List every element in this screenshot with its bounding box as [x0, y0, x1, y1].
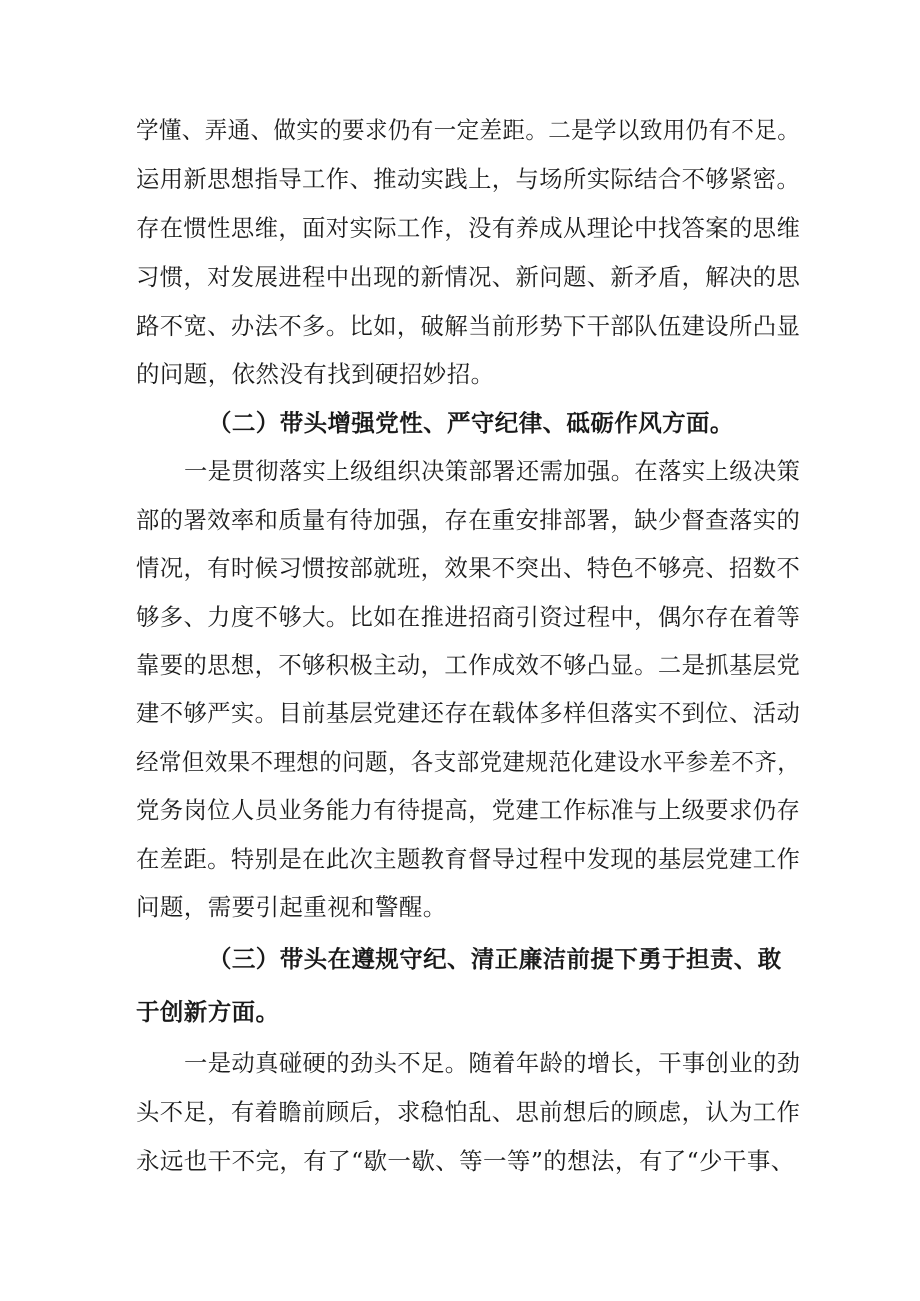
- text-line: 的问题，依然没有找到硬招妙招。: [136, 360, 495, 388]
- text-line: 建不够严实。目前基层党建还存在载体多样但落实不到位、活动: [136, 699, 801, 727]
- text-line: 问题，需要引起重视和警醒。: [136, 893, 447, 921]
- text-line: 学懂、弄通、做实的要求仍有一定差距。二是学以致用仍有不足。: [136, 116, 801, 144]
- text-line: 运用新思想指导工作、推动实践上，与场所实际结合不够紧密。: [136, 165, 801, 193]
- text-line: 在差距。特别是在此次主题教育督导过程中发现的基层党建工作: [136, 845, 801, 873]
- text-line: 一是贯彻落实上级组织决策部署还需加强。在落实上级决策: [184, 457, 801, 485]
- text-line: 一是动真碰硬的劲头不足。随着年龄的增长，干事创业的劲: [184, 1049, 801, 1077]
- text-line: 存在惯性思维，面对实际工作，没有养成从理论中找答案的思维: [136, 214, 801, 242]
- section-heading: 于创新方面。: [136, 998, 280, 1026]
- text-line: 习惯，对发展进程中出现的新情况、新问题、新矛盾，解决的思: [136, 263, 801, 291]
- section-heading: （二）带头增强党性、严守纪律、砥砺作风方面。: [208, 409, 734, 437]
- text-line: 部的署效率和质量有待加强，存在重安排部署，缺少督查落实的: [136, 506, 801, 534]
- text-line: 党务岗位人员业务能力有待提高，党建工作标准与上级要求仍存: [136, 796, 801, 824]
- text-line: 永远也干不完，有了“歇一歇、等一等”的想法，有了“少干事、: [136, 1147, 795, 1175]
- text-line: 路不宽、办法不多。比如，破解当前形势下干部队伍建设所凸显: [136, 312, 801, 340]
- text-line: 靠要的思想，不够积极主动，工作成效不够凸显。二是抓基层党: [136, 651, 801, 679]
- section-heading: （三）带头在遵规守纪、清正廉洁前提下勇于担责、敢: [208, 945, 782, 973]
- text-line: 头不足，有着瞻前顾后，求稳怕乱、思前想后的顾虑，认为工作: [136, 1098, 801, 1126]
- text-line: 够多、力度不够大。比如在推进招商引资过程中，偶尔存在着等: [136, 603, 801, 631]
- text-line: 情况，有时候习惯按部就班，效果不突出、特色不够亮、招数不: [136, 554, 801, 582]
- text-line: 经常但效果不理想的问题，各支部党建规范化建设水平参差不齐，: [136, 748, 801, 776]
